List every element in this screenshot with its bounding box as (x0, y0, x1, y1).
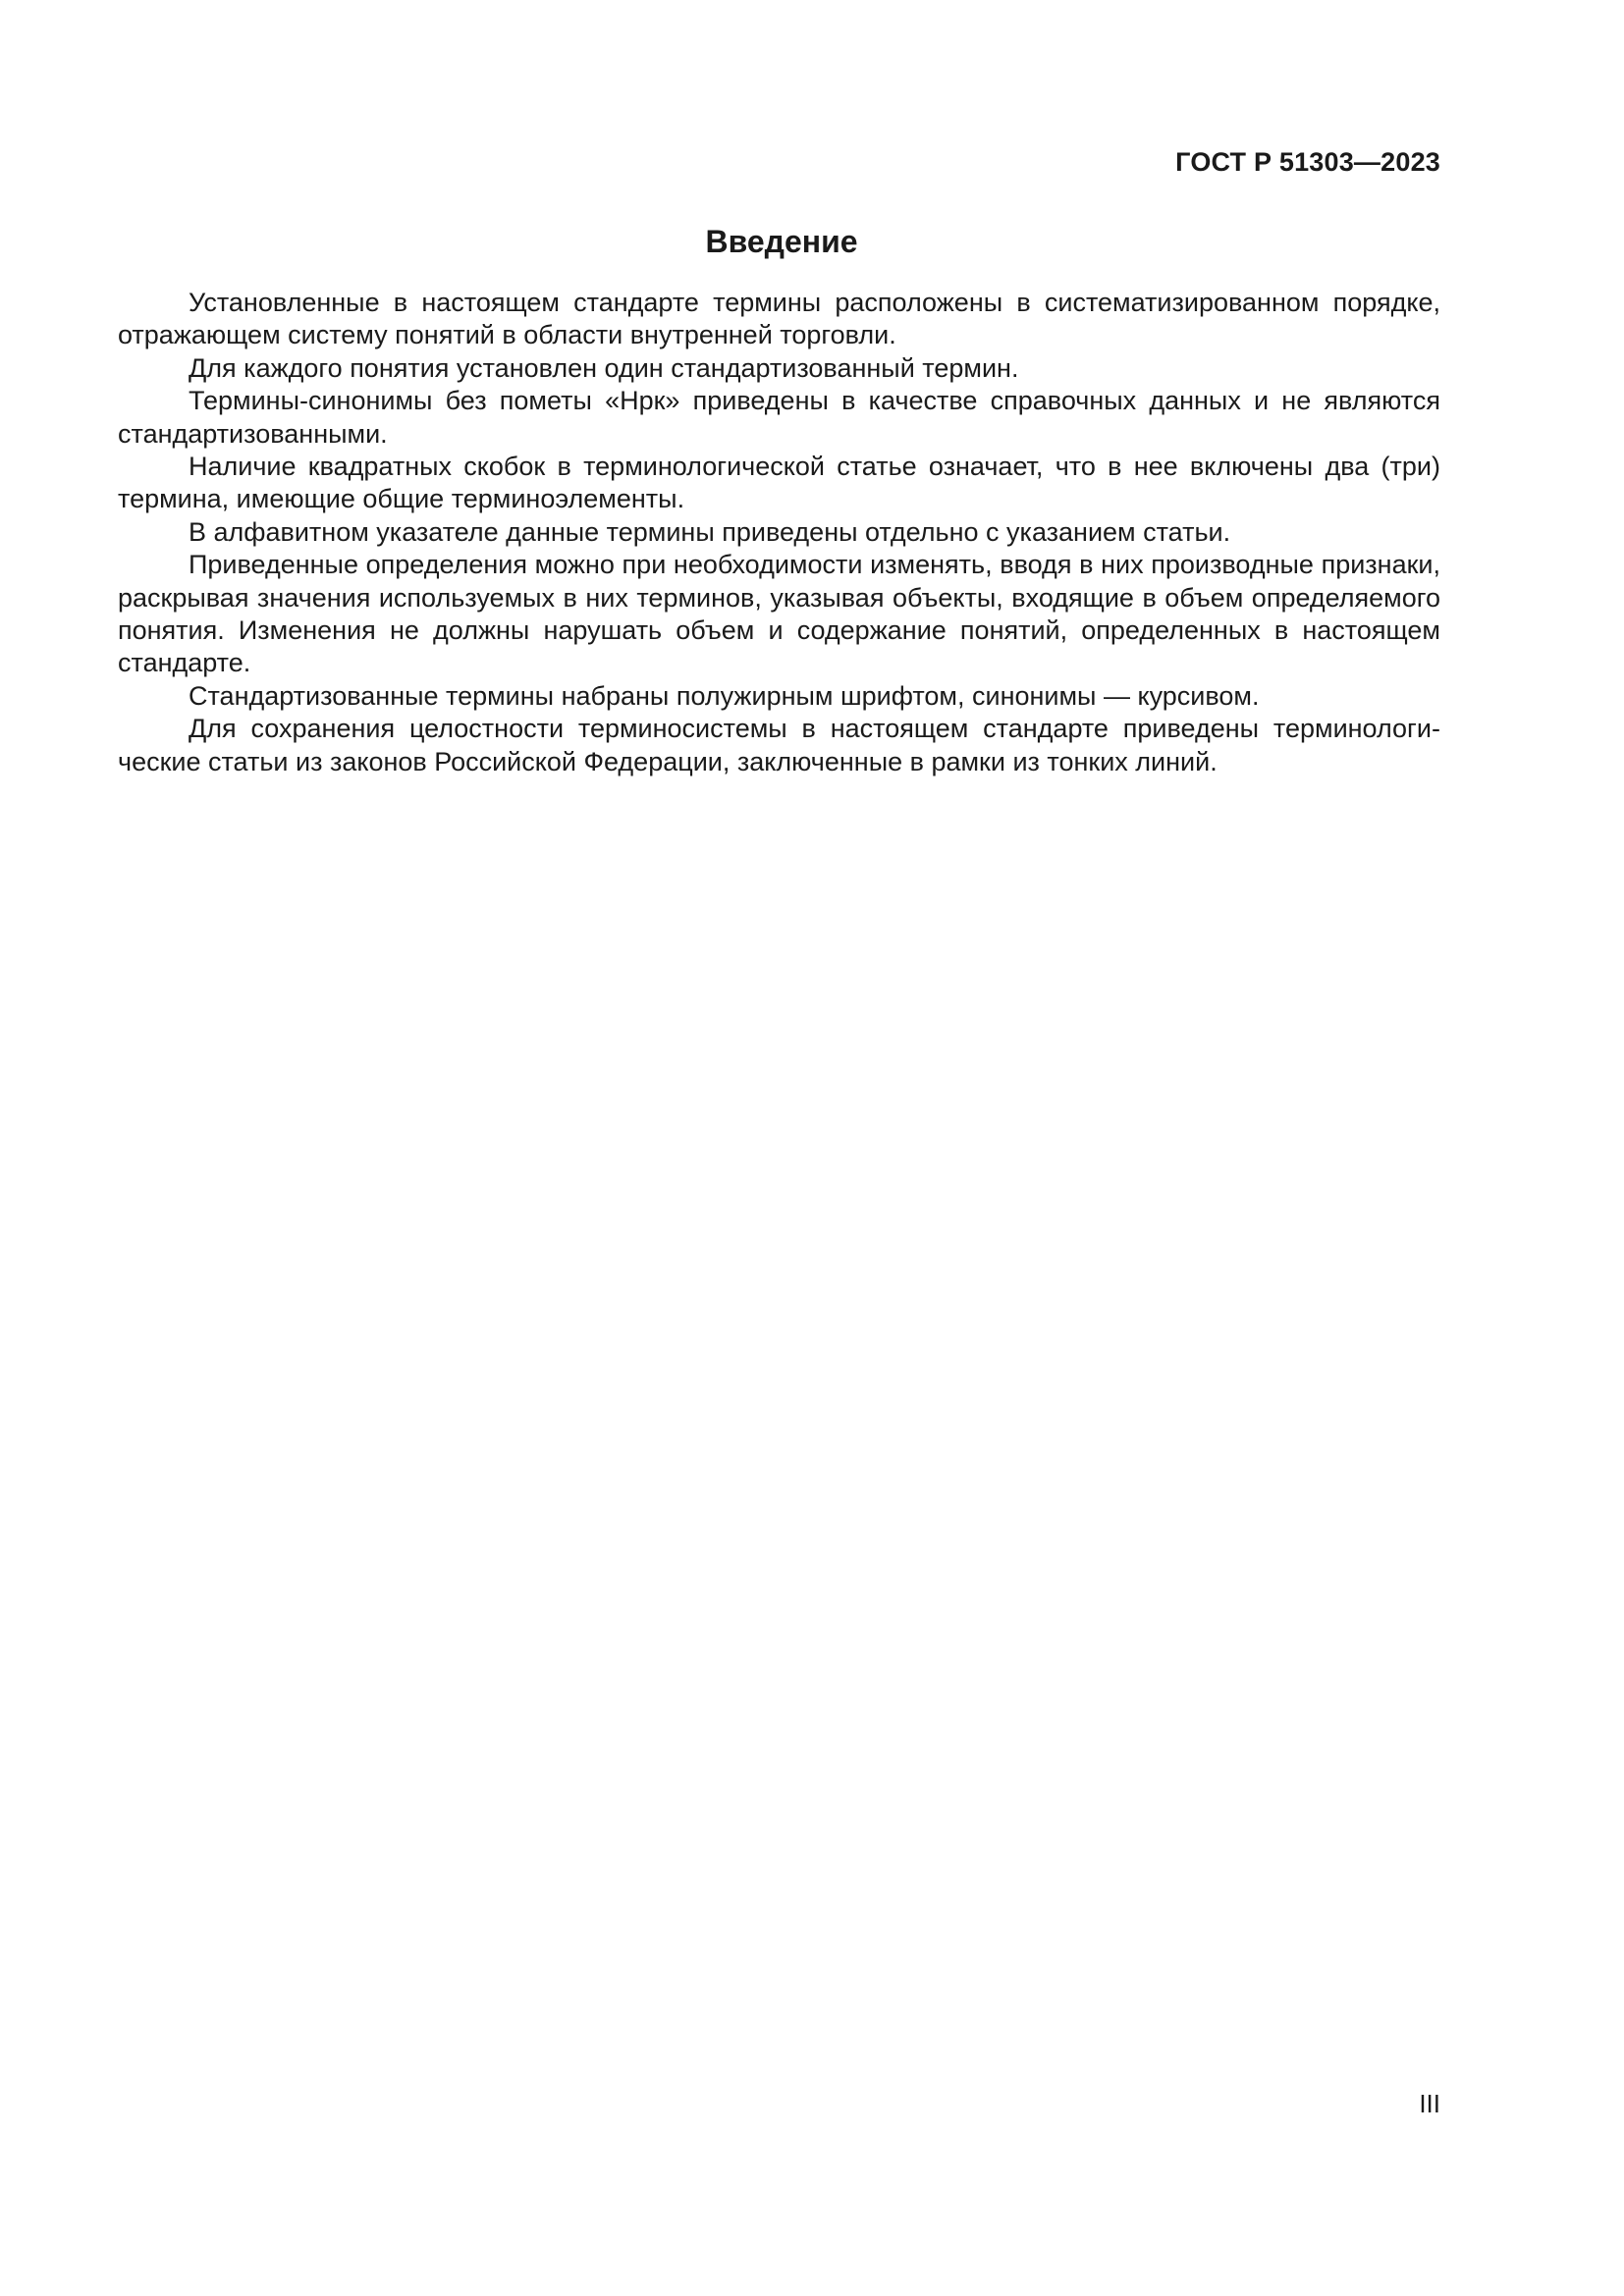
section-title: Введение (705, 224, 858, 259)
paragraph: Приведенные определения можно при необходимости изменять, вводя в них производные признаки, раскрывая значения используемых в них терминов, указывая объекты, входящие в объем определяемого понятия. Изменения не должны нарушать объем и содержание понятий, определенных в настоящем стандарте. (118, 550, 1440, 678)
intro-body (118, 287, 1440, 778)
paragraph: Для сохранения целостности терминосистемы в настоящем стандарте приведены терминологические статьи из законов Российской Федерации, заключенные в рамки из тонких линий. (118, 714, 1440, 776)
page-number: III (1419, 2089, 1440, 2118)
paragraph: Установленные в настоящем стандарте термины расположены в систематизированном порядке, отражающем систему понятий в области внутренней торговли. (118, 288, 1440, 350)
paragraph: Для каждого понятия установлен один стандартизованный термин. (189, 352, 1019, 383)
paragraph: Стандартизованные термины набраны полужирным шрифтом, синонимы — курсивом. (189, 680, 1260, 711)
paragraph: Наличие квадратных скобок в терминологической статье означает, что в нее включены два (три) термина, имеющие общие терминоэлементы. (118, 452, 1440, 514)
document-code: ГОСТ Р 51303—2023 (1175, 147, 1440, 177)
paragraph: В алфавитном указателе данные термины приведены отдельно с указанием статьи. (189, 516, 1231, 547)
paragraph: Термины-синонимы без пометы «Нрк» приведены в качестве справочных данных и не являются стандартизованными. (118, 386, 1440, 449)
